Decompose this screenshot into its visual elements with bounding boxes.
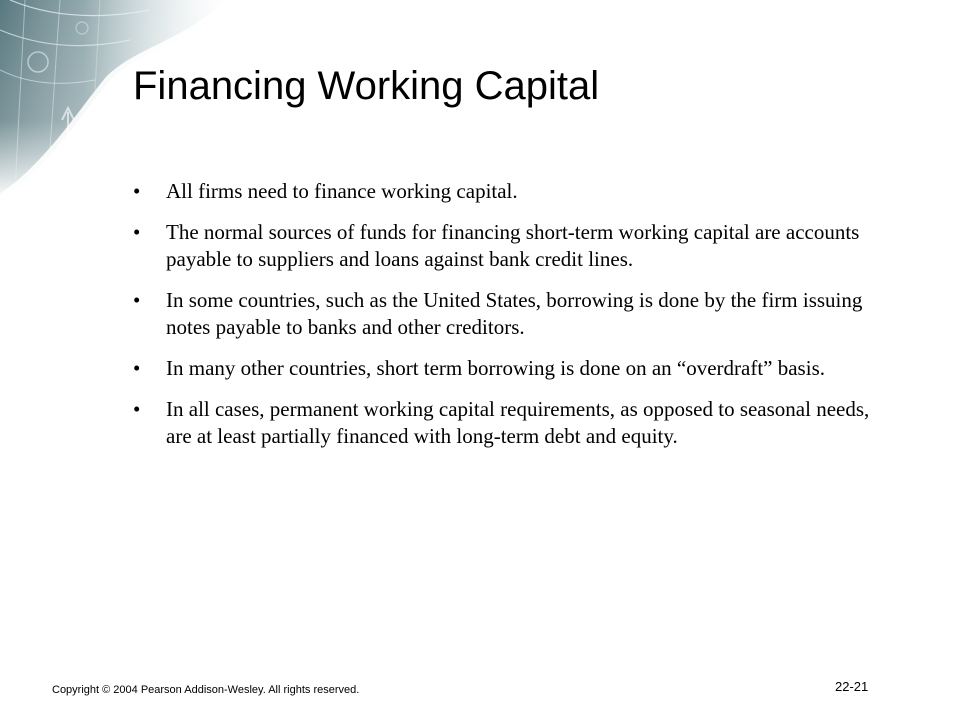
- bullet-list: [133, 178, 893, 464]
- bullet-marker: •: [133, 179, 141, 203]
- bullet-marker: •: [133, 288, 141, 312]
- slide-title: Financing Working Capital: [133, 64, 600, 108]
- bullet-marker: •: [133, 356, 141, 380]
- bullet-item: [133, 396, 893, 450]
- bullet-text: The normal sources of funds for financing short-term working capital are accounts payable to suppliers and loans against bank credit lines.: [166, 220, 860, 271]
- bullet-text: In all cases, permanent working capital requirements, as opposed to seasonal needs, are at least partially financed with long-term debt and equity.: [166, 397, 870, 448]
- footer-copyright: Copyright © 2004 Pearson Addison-Wesley. All rights reserved.: [52, 684, 360, 696]
- bullet-text: In many other countries, short term borrowing is done on an “overdraft” basis.: [166, 356, 825, 380]
- bullet-item: [133, 219, 893, 273]
- bullet-marker: •: [133, 220, 141, 244]
- bullet-marker: •: [133, 397, 141, 421]
- page-number: 22-21: [835, 679, 869, 694]
- bullet-item: [133, 178, 893, 205]
- bullet-item: [133, 287, 893, 341]
- bullet-item: [133, 355, 893, 382]
- bullet-text: In some countries, such as the United States, borrowing is done by the firm issuing notes payable to banks and other creditors.: [166, 288, 863, 339]
- bullet-text: All firms need to finance working capital.: [166, 179, 518, 203]
